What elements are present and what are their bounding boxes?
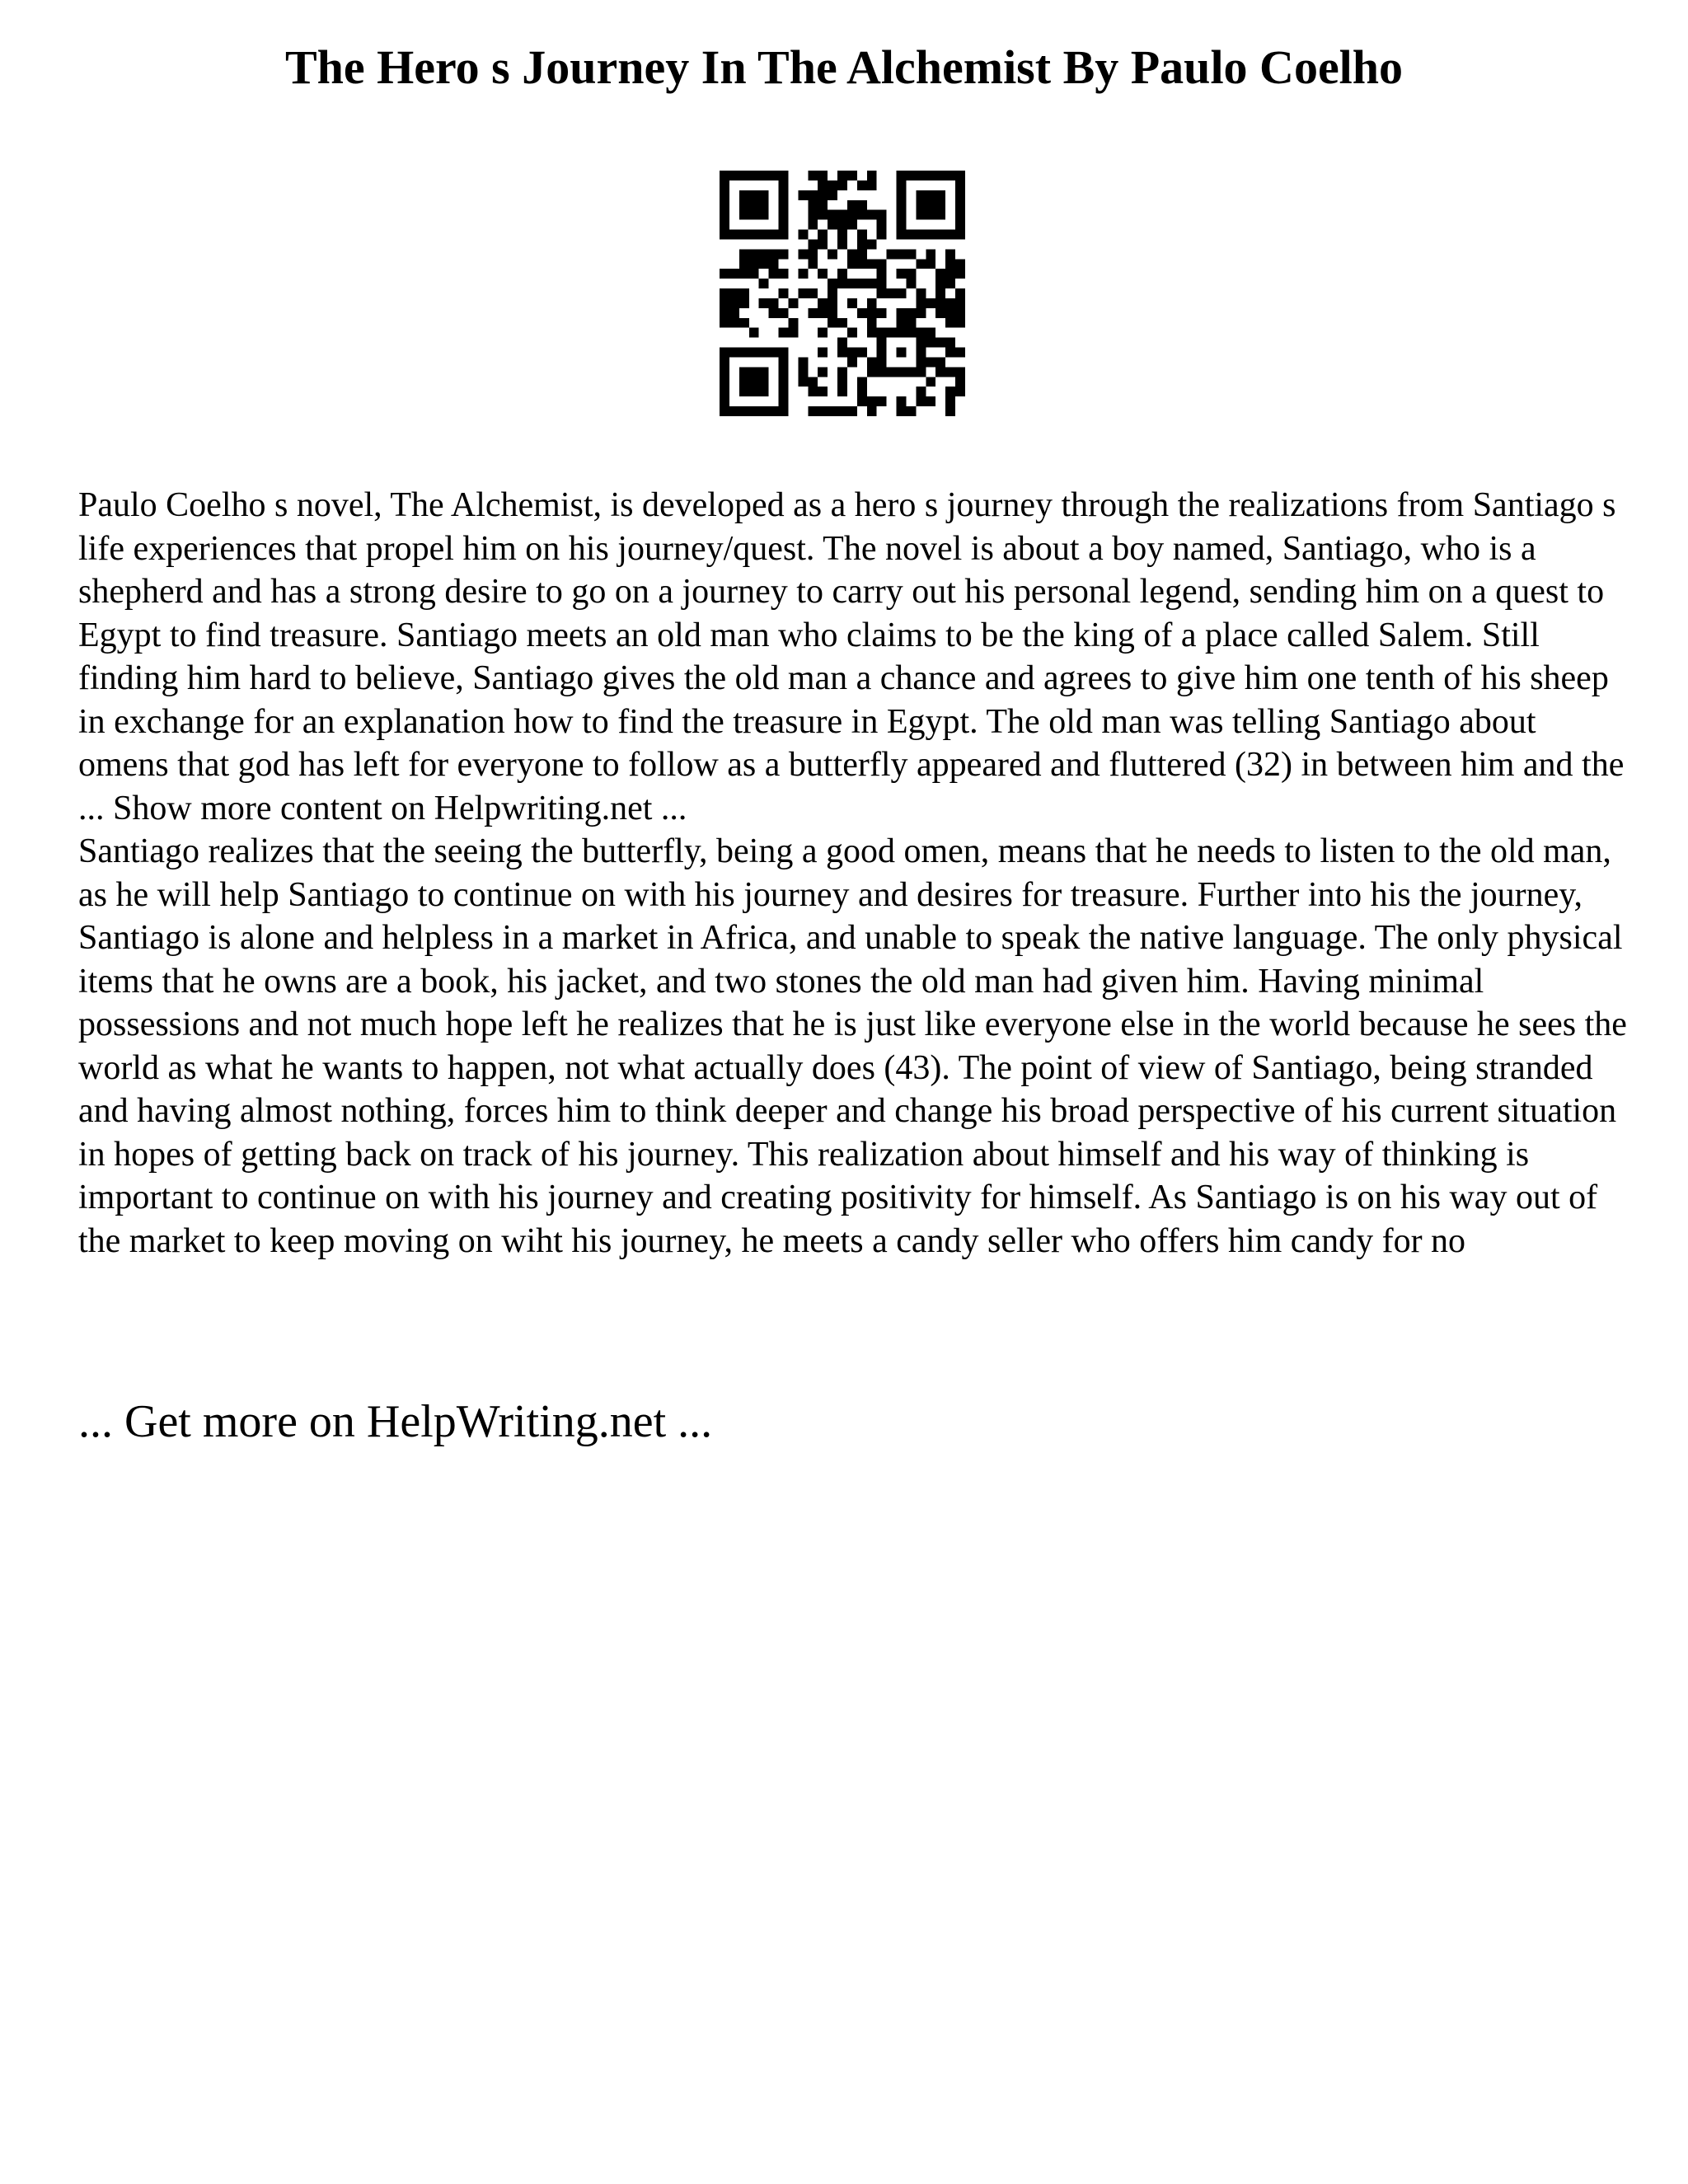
paragraph-2: Santiago realizes that the seeing the butterfly, being a good omen, means that he needs to listen to the old man, as he will help Santiago to continue on with his journey and desires for treasure. Further into his the journey, Santiago is alone and helpless in a market in Africa, and unable to speak the native language. The only physical items that he owns are a book, his jacket, and two stones the old man had given him. Having minimal possessions and not much hope left he realizes that he is just like everyone else in the world because he sees the world as what he wants to happen, not what actually does (43). The point of view of Santiago, being stranded and having almost nothing, forces him to think deeper and change his broad perspective of his current situation in hopes of getting back on track of his journey. This realization about himself and his way of thinking is important to continue on with his journey and creating positivity for himself. As Santiago is on his way out of the market to keep moving on wiht his journey, he meets a candy seller who offers him candy for no <box>78 832 1627 1260</box>
document-title: The Hero s Journey In The Alchemist By Paulo Coelho <box>284 40 1404 94</box>
paragraph-1: Paulo Coelho s novel, The Alchemist, is developed as a hero s journey through the realizations from Santiago s life experiences that propel him on his journey/quest. The novel is about a boy named, Santiago, who is a shepherd and has a strong desire to go on a journey to carry out his personal legend, sending him on a quest to Egypt to find treasure. Santiago meets an old man who claims to be the king of a place called Salem. Still finding him hard to believe, Santiago gives the old man a chance and agrees to give him one tenth of his sheep in exchange for an explanation how to find the treasure in Egypt. The old man was telling Santiago about omens that god has left for everyone to follow as a butterfly appeared and fluttered (32) in between him and the ... Show more content on Helpwriting.net ... <box>78 486 1625 827</box>
qr-code-icon[interactable] <box>720 171 965 416</box>
article-body <box>78 484 1628 1263</box>
get-more-link[interactable]: ... Get more on HelpWriting.net ... <box>78 1396 713 1447</box>
